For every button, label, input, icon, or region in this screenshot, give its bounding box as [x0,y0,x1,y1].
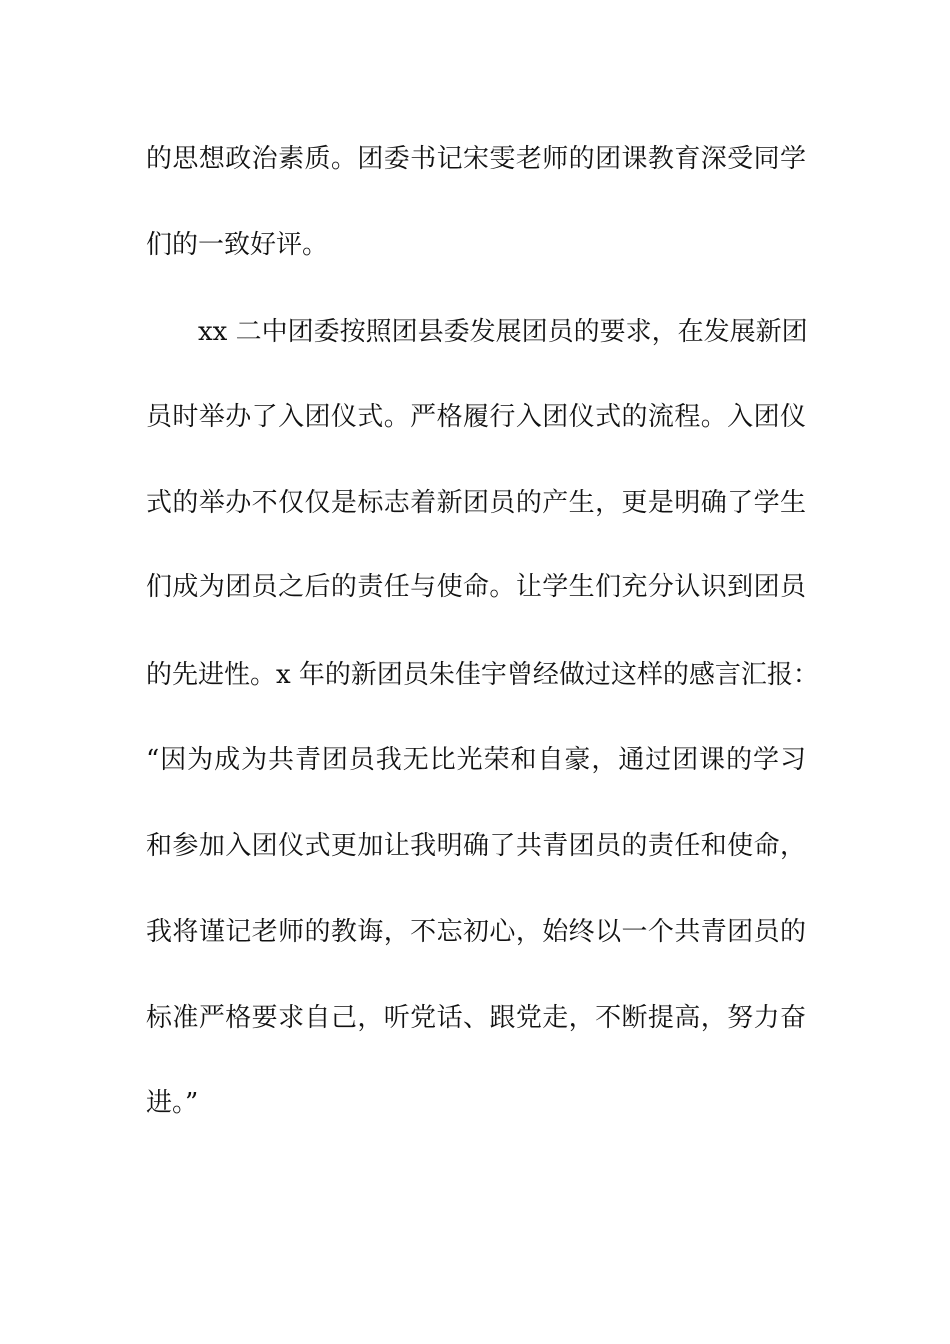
text-line: 的思想政治素质。团委书记宋雯老师的团课教育深受同学 [146,144,806,174]
text-line: 进。” [146,1088,199,1118]
text-line: 我将谨记老师的教诲，不忘初心，始终以一个共青团员的 [146,917,806,947]
text-line: xx 二中团委按照团县委发展团员的要求，在发展新团 [198,317,808,347]
text-line: 员时举办了入团仪式。严格履行入团仪式的流程。入团仪 [146,402,806,432]
text-line: 们的一致好评。 [146,230,329,260]
text-line: 的先进性。x 年的新团员朱佳宇曾经做过这样的感言汇报： [146,660,819,690]
text-line: 们成为团员之后的责任与使命。让学生们充分认识到团员 [146,572,806,602]
text-line: 和参加入团仪式更加让我明确了共青团员的责任和使命， [146,831,806,861]
text-line: 式的举办不仅仅是标志着新团员的产生，更是明确了学生 [146,488,806,518]
text-line: “因为成为共青团员我无比光荣和自豪，通过团课的学习 [146,745,806,775]
text-line: 标准严格要求自己，听党话、跟党走，不断提高，努力奋 [146,1003,806,1033]
